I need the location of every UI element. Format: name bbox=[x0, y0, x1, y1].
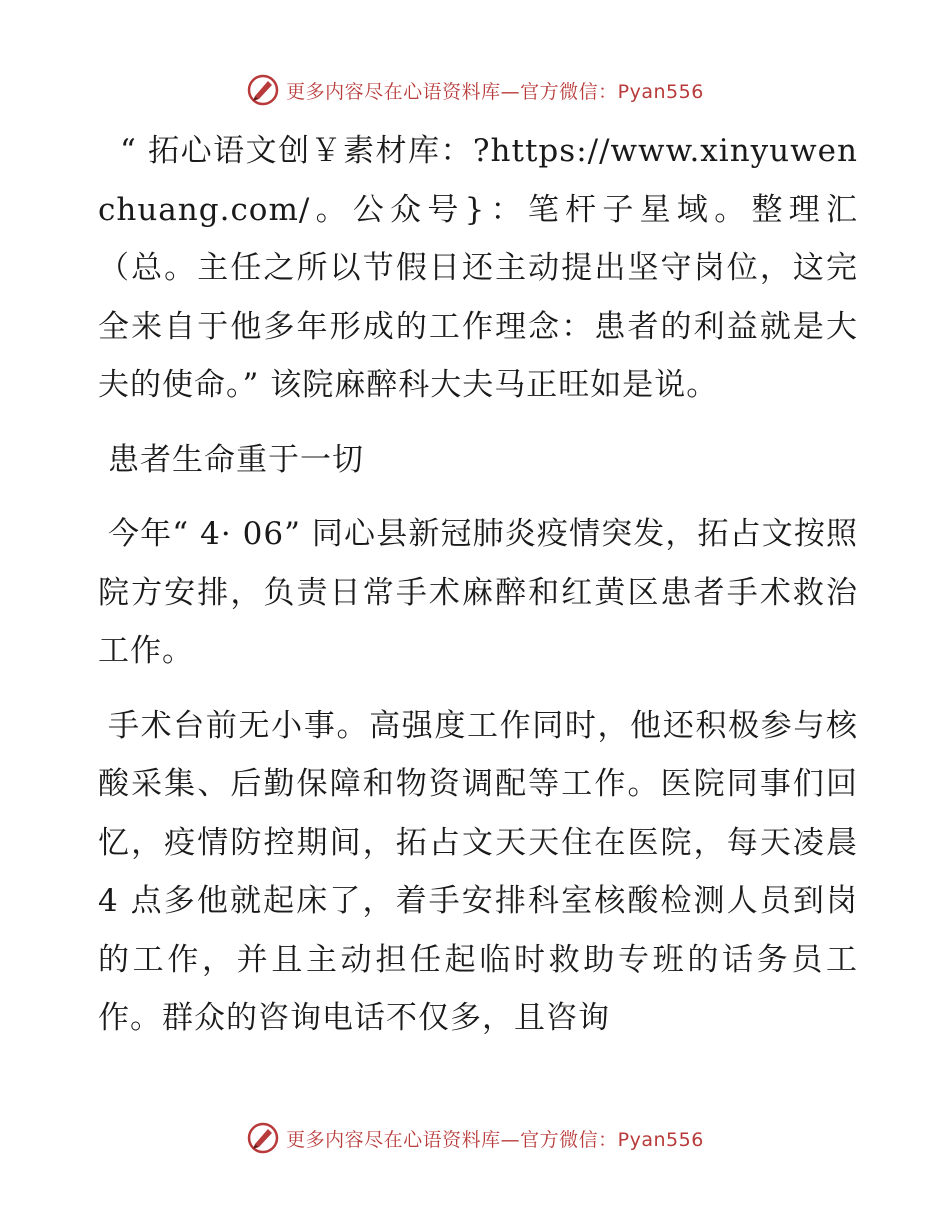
logo-icon bbox=[246, 73, 280, 107]
footer-banner bbox=[0, 1118, 950, 1158]
paragraph-intro: “ 拓心语文创￥素材库：?https://www.xinyuwenchuang.com/。公众号}：笔杆子星域。整理汇（总。主任之所以节假日还主动提出坚守岗位，这完全来自于他多年形成的工作理念：患者的利益就是大夫的使命。” 该院麻醉科大夫马正旺如是说。 bbox=[98, 133, 858, 403]
banner-text: 更多内容尽在心语资料库—官方微信：Pyan556 bbox=[286, 80, 704, 103]
paragraph-duties: 手术台前无小事。高强度工作同时，他还积极参与核酸采集、后勤保障和物资调配等工作。医院同事们回忆，疫情防控期间，拓占文天天住在医院，每天凌晨 4 点多他就起床了，着手安排科室核酸检测人员到岗的工作，并且主动担任起临时救助专班的话务员工作。群众的咨询电话不仅多，且咨询 bbox=[98, 707, 858, 1036]
banner-text: 更多内容尽在心语资料库—官方微信：Pyan556 bbox=[286, 1128, 704, 1151]
logo-icon bbox=[246, 1121, 280, 1155]
section-heading: 患者生命重于一切 bbox=[108, 441, 364, 478]
paragraph-outbreak: 今年“ 4· 06” 同心县新冠肺炎疫情突发，拓占文按照院方安排，负责日常手术麻醉和红黄区患者手术救治工作。 bbox=[98, 516, 858, 669]
header-banner bbox=[0, 70, 950, 110]
document-body bbox=[98, 122, 858, 1048]
